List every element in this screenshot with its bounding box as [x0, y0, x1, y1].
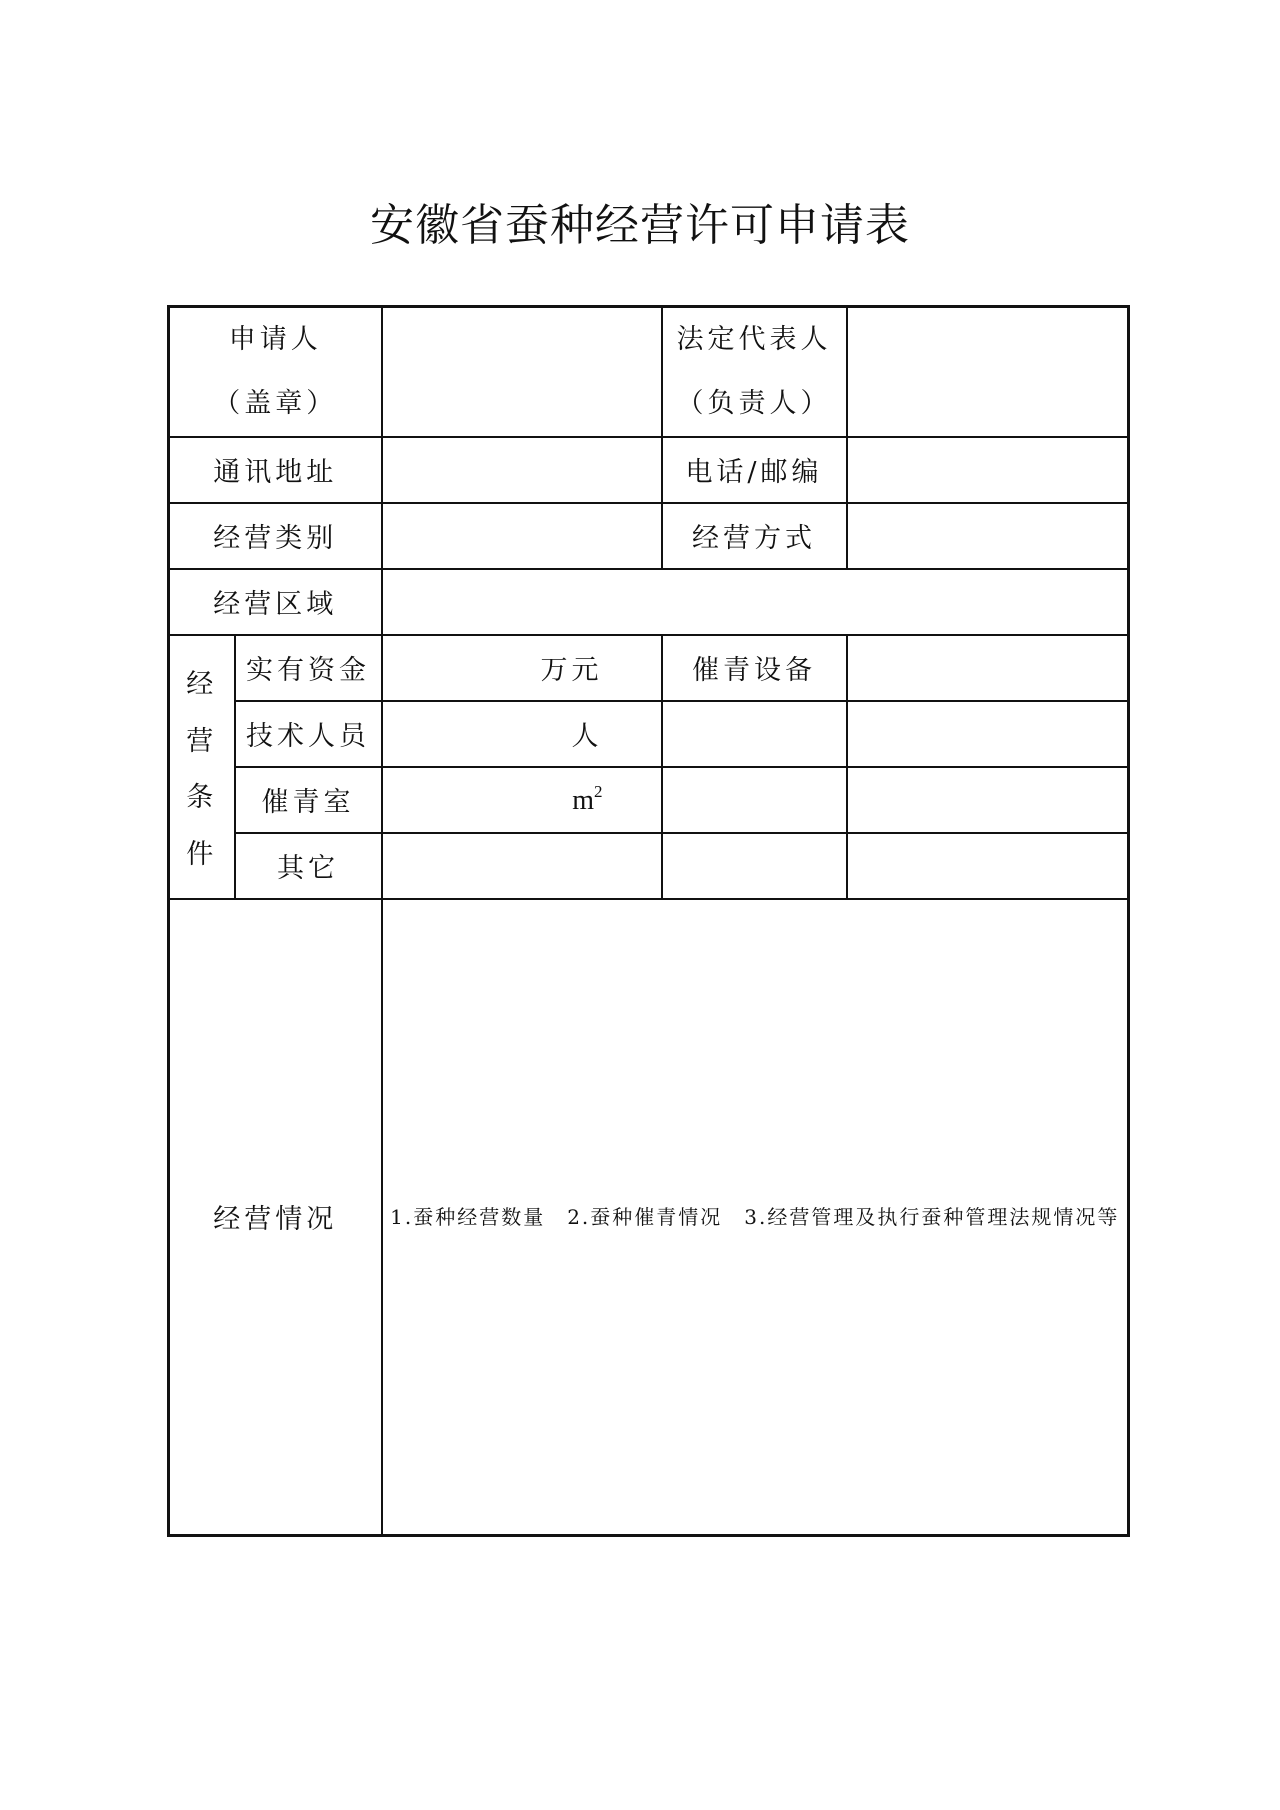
other-field-3[interactable] — [847, 833, 1129, 899]
room-field[interactable] — [382, 767, 662, 833]
phone-label: 电话/邮编 — [662, 437, 847, 503]
conditions-char: 件 — [186, 838, 218, 870]
legal-rep-label-line2: （负责人） — [676, 387, 832, 419]
staff-label: 技术人员 — [235, 701, 382, 767]
status-field[interactable] — [382, 899, 1129, 1536]
status-note-item: 2.蚕种催青情况 — [567, 1204, 723, 1229]
status-notes — [383, 1202, 1128, 1232]
applicant-label-line1: 申请人 — [228, 323, 322, 355]
other-field-2[interactable] — [662, 833, 847, 899]
address-label: 通讯地址 — [169, 437, 382, 503]
row-room — [169, 767, 1129, 833]
row-staff — [169, 701, 1129, 767]
status-note-item: 3.经营管理及执行蚕种管理法规情况等 — [744, 1204, 1120, 1229]
staff-unit: 人 — [571, 721, 603, 752]
equipment-field-2[interactable] — [662, 701, 847, 767]
equipment-field[interactable] — [847, 635, 1129, 701]
staff-field[interactable] — [382, 701, 662, 767]
method-label: 经营方式 — [662, 503, 847, 569]
funds-label: 实有资金 — [235, 635, 382, 701]
legal-rep-label — [662, 307, 847, 437]
funds-unit: 万元 — [540, 655, 603, 686]
phone-field[interactable] — [847, 437, 1129, 503]
row-status — [169, 899, 1129, 1536]
other-label: 其它 — [235, 833, 382, 899]
other-field[interactable] — [382, 833, 662, 899]
category-label: 经营类别 — [169, 503, 382, 569]
application-form-table — [167, 305, 1130, 1537]
row-other — [169, 833, 1129, 899]
conditions-char: 条 — [186, 782, 218, 814]
equipment-field-3[interactable] — [847, 701, 1129, 767]
legal-rep-label-line1: 法定代表人 — [676, 323, 832, 355]
method-field[interactable] — [847, 503, 1129, 569]
row-region — [169, 569, 1129, 635]
room-unit-base: m — [572, 785, 594, 816]
status-label: 经营情况 — [169, 899, 382, 1536]
address-field[interactable] — [382, 437, 662, 503]
room-label: 催青室 — [235, 767, 382, 833]
conditions-char: 经 — [186, 669, 218, 701]
row-funds — [169, 635, 1129, 701]
document-title: 安徽省蚕种经营许可申请表 — [370, 200, 910, 251]
row-address — [169, 437, 1129, 503]
room-unit — [572, 782, 603, 816]
region-label: 经营区域 — [169, 569, 382, 635]
category-field[interactable] — [382, 503, 662, 569]
funds-field[interactable] — [382, 635, 662, 701]
conditions-char: 营 — [186, 725, 218, 757]
equipment-field-5[interactable] — [847, 767, 1129, 833]
region-field[interactable] — [382, 569, 1129, 635]
row-applicant — [169, 307, 1129, 437]
equipment-field-4[interactable] — [662, 767, 847, 833]
room-unit-sup: 2 — [594, 782, 603, 801]
applicant-label — [169, 307, 382, 437]
status-note-item: 1.蚕种经营数量 — [390, 1204, 546, 1229]
applicant-field[interactable] — [382, 307, 662, 437]
row-category — [169, 503, 1129, 569]
conditions-label — [169, 635, 235, 899]
legal-rep-field[interactable] — [847, 307, 1129, 437]
equipment-label: 催青设备 — [662, 635, 847, 701]
applicant-label-line2: （盖章） — [213, 387, 338, 419]
